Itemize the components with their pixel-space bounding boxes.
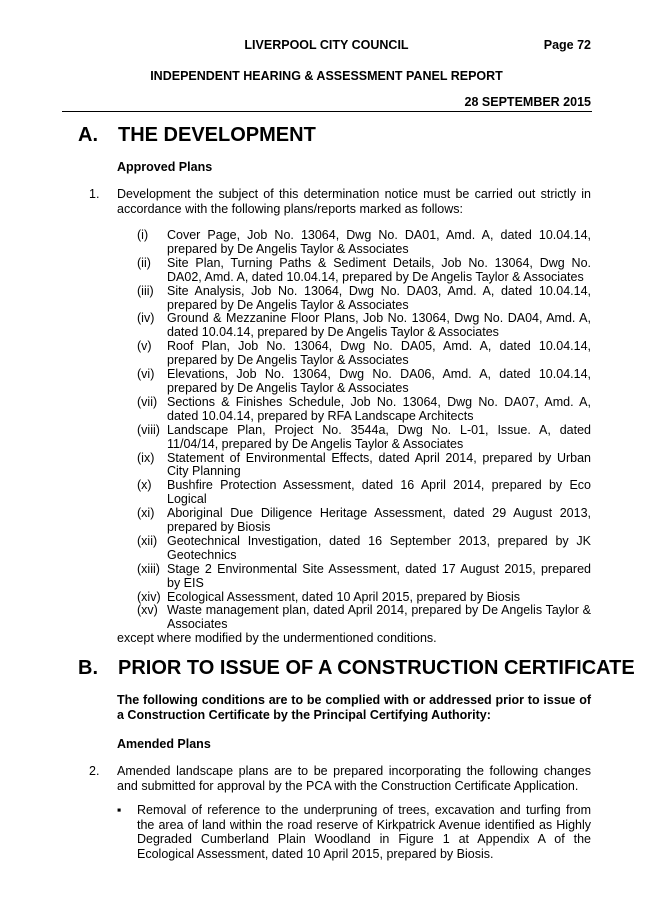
plan-item-text: Landscape Plan, Project No. 3544a, Dwg No. L-01, Issue. A, dated 11/04/14, prepared by De Angelis Taylor & Associates <box>167 422 591 451</box>
plan-list-item <box>137 604 591 632</box>
plan-item-text: Elevations, Job No. 13064, Dwg No. DA06, Amd. A, dated 10.04.14, prepared by De Angelis Taylor & Associates <box>167 367 591 395</box>
section-a-heading <box>78 124 316 147</box>
plan-item-text: Ecological Assessment, dated 10 April 2015, prepared by Biosis <box>167 589 520 604</box>
plan-item-text: Site Analysis, Job No. 13064, Dwg No. DA03, Amd. A, dated 10.04.14, prepared by De Angelis Taylor & Associates <box>167 283 591 312</box>
plan-item-numeral: (vi) <box>137 367 155 382</box>
plan-item-numeral: (ii) <box>137 255 151 270</box>
plan-list-item <box>137 452 591 480</box>
plan-item-text: Aboriginal Due Diligence Heritage Assessment, dated 29 August 2013, prepared by Biosis <box>167 506 591 535</box>
report-date: 28 SEPTEMBER 2015 <box>464 95 591 109</box>
council-name: LIVERPOOL CITY COUNCIL <box>244 38 409 52</box>
section-a-title: THE DEVELOPMENT <box>118 124 316 146</box>
plan-list-item <box>137 591 591 605</box>
plan-item-numeral: (iv) <box>137 311 155 326</box>
plan-list-item <box>137 285 591 313</box>
plan-item-text: Stage 2 Environmental Site Assessment, dated 17 August 2015, prepared by EIS <box>167 561 591 590</box>
plan-list-item <box>137 312 591 340</box>
condition-2-text: Amended landscape plans are to be prepared incorporating the following changes and submitted for approval by the PCA with the Construction Certificate Application. <box>117 764 591 793</box>
plan-item-numeral: (vii) <box>137 394 158 409</box>
section-b-letter: B. <box>78 657 98 679</box>
plan-list-item <box>137 479 591 507</box>
plan-list-item <box>137 340 591 368</box>
plan-item-numeral: (xi) <box>137 506 155 521</box>
bullet-text: Removal of reference to the underpruning of trees, excavation and turfing from the area of land within the road reserve of Kirkpatrick Avenue identified as Highly Degraded Cumberland Plain Woodland in Figure 1 at Appendix A of the Ecological Assessment, dated 10 April 2015, prepared by Biosis. <box>137 803 591 861</box>
plan-list-item <box>137 563 591 591</box>
plan-item-text: Bushfire Protection Assessment, dated 16 April 2014, prepared by Eco Logical <box>167 478 591 507</box>
plan-item-numeral: (xii) <box>137 533 158 548</box>
plan-item-text: Cover Page, Job No. 13064, Dwg No. DA01, Amd. A, dated 10.04.14, prepared by De Angelis Taylor & Associates <box>167 228 591 256</box>
plan-item-numeral: (xiii) <box>137 561 160 576</box>
plan-item-text: Geotechnical Investigation, dated 16 September 2013, prepared by JK Geotechnics <box>167 533 591 562</box>
plan-item-numeral: (x) <box>137 478 152 493</box>
plan-item-text: Ground & Mezzanine Floor Plans, Job No. 13064, Dwg No. DA04, Amd. A, dated 10.04.14, prepared by De Angelis Taylor & Associates <box>167 311 591 340</box>
plan-item-numeral: (ix) <box>137 450 155 465</box>
plan-list-item <box>137 424 591 452</box>
plan-list-item <box>137 257 591 285</box>
amended-plans-subheading: Amended Plans <box>117 737 211 751</box>
plan-list-item <box>137 507 591 535</box>
approved-plans-list <box>137 229 591 632</box>
plan-list-item <box>137 229 591 257</box>
bullet-icon: ▪ <box>117 803 122 817</box>
plan-item-text: Waste management plan, dated April 2014, prepared by De Angelis Taylor & Associates <box>167 603 591 632</box>
plan-item-text: Site Plan, Turning Paths & Sediment Details, Job No. 13064, Dwg No. DA02, Amd. A, dated 10.04.14, prepared by De Angelis Taylor & Associates <box>167 255 591 284</box>
plan-item-numeral: (i) <box>137 228 149 242</box>
section-a-closing: except where modified by the undermentioned conditions. <box>117 631 437 645</box>
section-b-intro: The following conditions are to be complied with or addressed prior to issue of a Construction Certificate by the Principal Certifying Authority: <box>117 693 591 722</box>
plan-list-item <box>137 368 591 396</box>
plan-item-numeral: (viii) <box>137 422 160 437</box>
plan-item-numeral: (iii) <box>137 283 154 298</box>
header-divider <box>62 111 592 112</box>
condition-2-number: 2. <box>89 764 100 778</box>
plan-list-item <box>137 396 591 424</box>
condition-1-number: 1. <box>89 187 100 201</box>
plan-item-text: Roof Plan, Job No. 13064, Dwg No. DA05, Amd. A, dated 10.04.14, prepared by De Angelis Taylor & Associates <box>167 339 591 368</box>
plan-item-numeral: (v) <box>137 339 152 354</box>
plan-item-text: Statement of Environmental Effects, dated April 2014, prepared by Urban City Planning <box>167 450 591 479</box>
plan-item-text: Sections & Finishes Schedule, Job No. 13064, Dwg No. DA07, Amd. A, dated 10.04.14, prepared by RFA Landscape Architects <box>167 394 591 423</box>
plan-item-numeral: (xv) <box>137 603 158 618</box>
section-b-heading <box>78 657 635 680</box>
approved-plans-subheading: Approved Plans <box>117 160 213 174</box>
report-title: INDEPENDENT HEARING & ASSESSMENT PANEL REPORT <box>150 69 503 83</box>
condition-1-text: Development the subject of this determination notice must be carried out strictly in accordance with the following plans/reports marked as follows: <box>117 187 591 216</box>
section-b-title: PRIOR TO ISSUE OF A CONSTRUCTION CERTIFICATE <box>118 657 635 679</box>
plan-list-item <box>137 535 591 563</box>
condition-2-bullet <box>117 803 591 861</box>
section-a-letter: A. <box>78 124 98 146</box>
page-number: Page 72 <box>543 38 591 52</box>
plan-item-numeral: (xiv) <box>137 589 161 604</box>
